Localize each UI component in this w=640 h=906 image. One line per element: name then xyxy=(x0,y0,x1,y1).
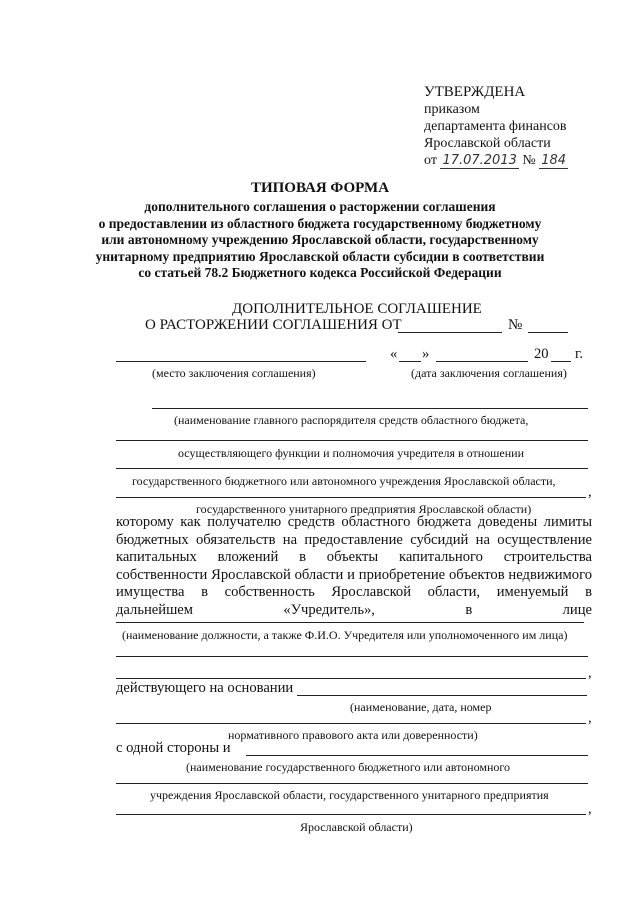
founder-name-field-3[interactable] xyxy=(116,468,588,469)
comma: , xyxy=(588,484,592,500)
body-paragraph-text: которому как получателю средств областного бюджета доведены лимиты бюджетных обязательств на предоставление субсидий на осуществление капитальных вложений в объекты капитального строительства собственности Ярославской области и приобретение объектов недвижимого имущества в собственность Ярославской области, именуемый в дальнейшем «Учредитель», в лице xyxy=(116,514,592,618)
agreement-subheading: О РАСТОРЖЕНИИ СОГЛАШЕНИЯ ОТ xyxy=(145,317,402,333)
caption-institution: (наименование государственного бюджетного или автономного xyxy=(186,760,510,774)
caption-founder-2: осуществляющего функции и полномочия учредителя в отношении xyxy=(178,446,525,460)
comma: , xyxy=(588,665,592,681)
approval-block xyxy=(424,84,568,169)
agreement-heading: ДОПОЛНИТЕЛЬНОЕ СОГЛАШЕНИЕ xyxy=(232,301,482,317)
agreement-date-field[interactable] xyxy=(398,332,502,333)
approval-title: УТВЕРЖДЕНА xyxy=(424,84,526,100)
approval-department: департамента финансов xyxy=(424,119,567,134)
founder-name-field-4[interactable] xyxy=(116,497,586,498)
founder-name-field[interactable] xyxy=(152,408,588,409)
approval-number: 184 xyxy=(541,153,567,168)
caption-basis: (наименование, дата, номер xyxy=(350,700,492,714)
caption-institution-3: Ярославской области) xyxy=(300,820,413,834)
representative-field-2[interactable] xyxy=(116,656,588,657)
comma: , xyxy=(588,801,592,817)
caption-founder: (наименование главного распорядителя средств областного бюджета, xyxy=(174,413,529,427)
form-title: ТИПОВАЯ ФОРМА xyxy=(250,180,390,196)
party-label: с одной стороны и xyxy=(116,740,231,756)
subtitle-line: унитарному предприятию Ярославской области субсидии в соответствии xyxy=(95,248,545,264)
approval-number-label: № xyxy=(522,153,536,168)
caption-basis-2: нормативного правового акта или доверенности) xyxy=(228,728,478,742)
year-suffix: г. xyxy=(575,346,583,362)
institution-field-3[interactable] xyxy=(116,814,586,815)
date-quote-open: « xyxy=(390,346,398,362)
representative-field-3[interactable] xyxy=(116,678,586,679)
body-paragraph xyxy=(116,514,592,619)
day-field[interactable] xyxy=(399,361,421,362)
caption-institution-2: учреждения Ярославской области, государственного унитарного предприятия xyxy=(150,788,549,802)
founder-name-field-2[interactable] xyxy=(116,440,588,441)
place-caption: (место заключения соглашения) xyxy=(152,366,316,380)
subtitle-line: дополнительного соглашения о расторжении соглашения xyxy=(144,199,496,214)
approval-order: приказом xyxy=(424,102,480,117)
institution-field-2[interactable] xyxy=(116,783,588,784)
basis-field[interactable] xyxy=(297,695,587,696)
subtitle-line: или автономному учреждению Ярославской области, государственному xyxy=(101,232,539,248)
agreement-number-label: № xyxy=(508,317,523,333)
agreement-number-field[interactable] xyxy=(528,332,568,333)
subtitle-line: о предоставлении из областного бюджета государственному бюджетному xyxy=(98,215,542,231)
place-field[interactable] xyxy=(116,361,366,362)
caption-founder-3: государственного бюджетного или автономного учреждения Ярославской области, xyxy=(132,474,556,488)
caption-founder-4: государственного унитарного предприятия Ярославской области) xyxy=(196,502,532,516)
acting-label: действующего на основании xyxy=(116,680,294,696)
approval-date: 17.07.2013 xyxy=(442,153,517,168)
year-prefix: 20 xyxy=(534,346,549,362)
date-quote-close: » xyxy=(422,346,430,362)
comma: , xyxy=(588,710,592,726)
approval-region: Ярославской области xyxy=(424,136,551,151)
caption-representative: (наименование должности, а также Ф.И.О. Учредителя или уполномоченного им лица) xyxy=(122,628,568,642)
approval-from-label: от xyxy=(424,153,437,168)
basis-field-2[interactable] xyxy=(116,723,586,724)
year-field[interactable] xyxy=(551,361,571,362)
institution-field[interactable] xyxy=(246,755,588,756)
month-field[interactable] xyxy=(436,361,528,362)
form-subtitle xyxy=(0,199,640,282)
subtitle-line: со статьей 78.2 Бюджетного кодекса Российской Федерации xyxy=(138,265,502,281)
representative-field[interactable] xyxy=(116,622,584,623)
date-caption: (дата заключения соглашения) xyxy=(411,366,567,380)
approval-date-row xyxy=(424,152,568,169)
